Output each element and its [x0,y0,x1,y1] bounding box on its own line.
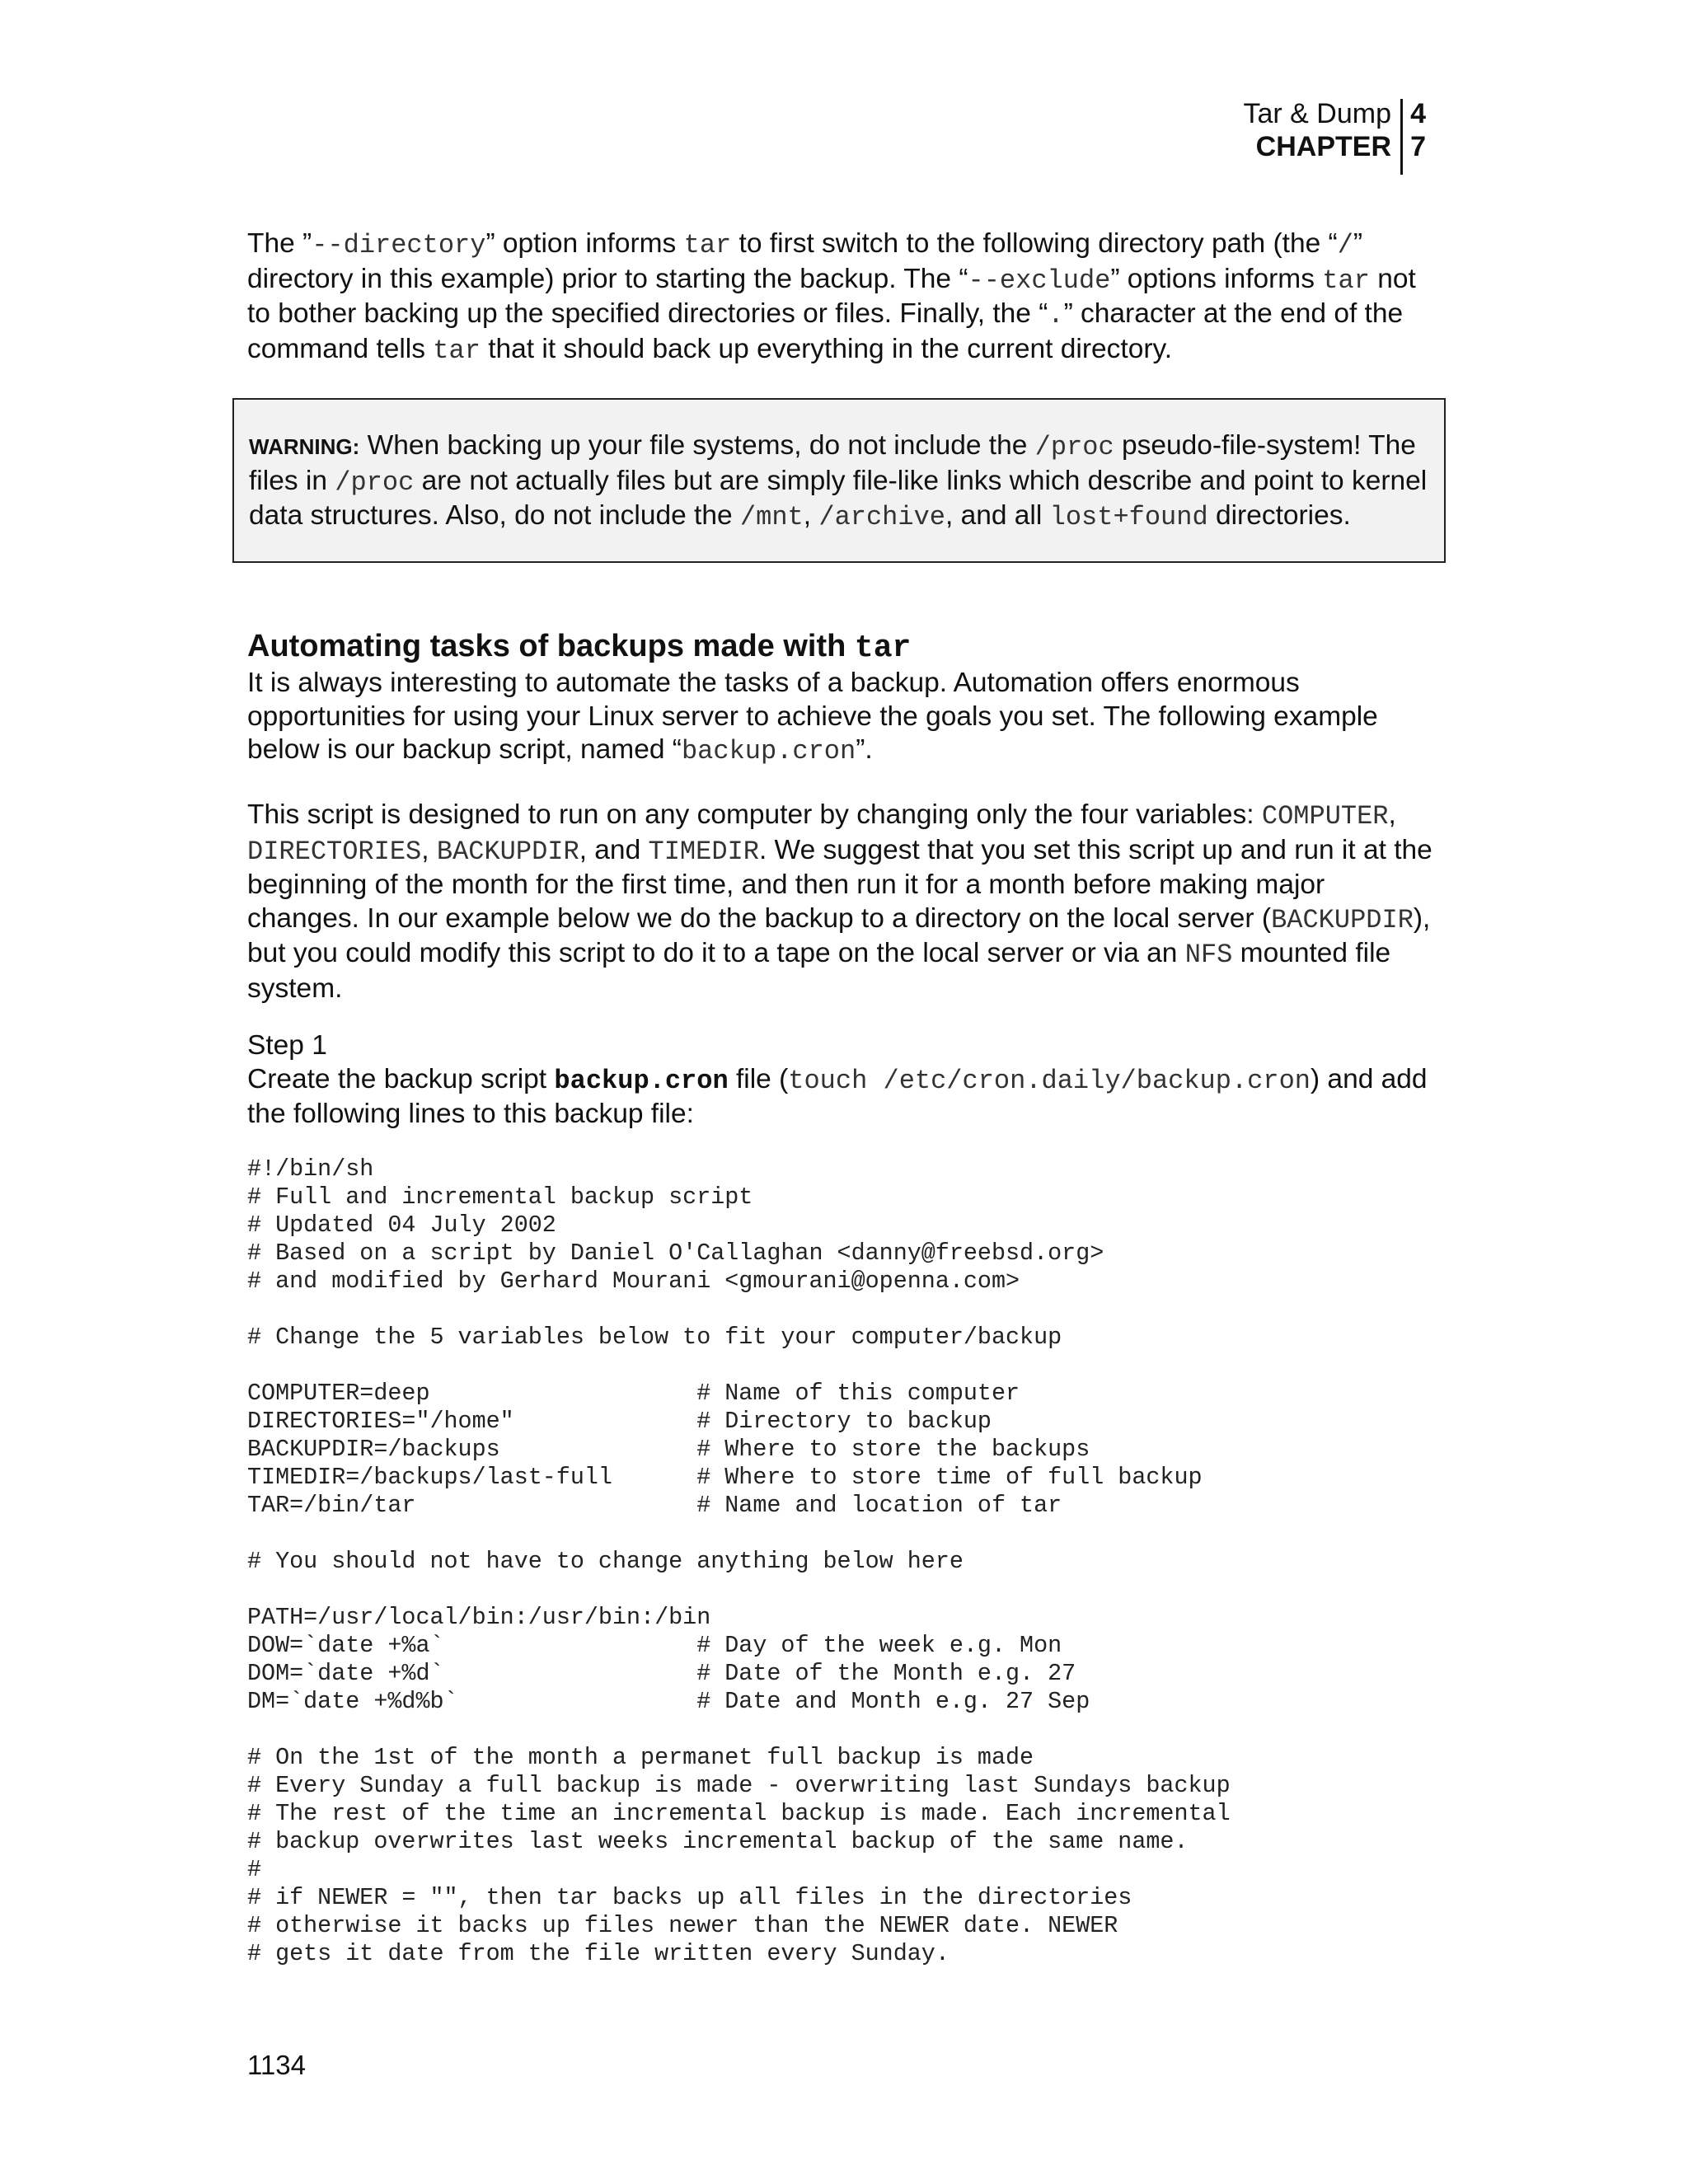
code-line: # The rest of the time an incremental backup is made. Each incremental [247,1800,1231,1827]
inline-code: tar [1322,265,1370,296]
inline-code: NFS [1184,940,1233,970]
code-line: # backup overwrites last weeks incremental backup of the same name. [247,1828,1189,1855]
intro-paragraph-block [247,227,1434,368]
section-heading: Automating tasks of backups made with tar [247,629,912,666]
header-divider [1400,99,1403,175]
code-line: # if NEWER = "", then tar backs up all files in the directories [247,1884,1132,1911]
code-line: COMPUTER=deep # Name of this computer [247,1380,1020,1407]
code-line [247,1716,1434,1744]
automation-paragraph: It is always interesting to automate the tasks of a backup. Automation offers enormous opportunities for using your Linux server to achieve the goals you set. The following example below is our backup script, named “backup.cron”. [247,668,1378,766]
code-line: # Change the 5 variables below to fit your computer/backup [247,1324,1062,1351]
code-line: # Every Sunday a full backup is made - overwriting last Sundays backup [247,1772,1231,1799]
step-instructions: Create the backup script backup.cron file (touch /etc/cron.daily/backup.cron) and add the following lines to this backup file: [247,1063,1428,1129]
heading-code: tar [854,630,912,666]
code-line [247,1296,1434,1324]
code-listing [247,1155,1434,1968]
step-label: Step 1 [247,1030,327,1061]
intro-paragraph: The ”--directory” option informs tar to first switch to the following directory path (the “/” directory in this example) prior to starting the backup. The “--exclude” options informs tar not to bother backing up the specified directories or files. Finally, the “.” character at the end of the command tells tar that it should back up everything in the current directory. [247,228,1416,366]
code-line: # [247,1856,262,1883]
automation-paragraph-block [247,667,1434,769]
inline-code-bold: backup.cron [554,1065,729,1096]
warning-text: WARNING: When backing up your file systems, do not include the /proc pseudo-file-system! The files in /proc are not actually files but are simply file-like links which describe and point to kernel data structures. Also, do not include the /mnt, /archive, and all lost+found directories. [249,430,1428,532]
code-line: # otherwise it backs up files newer than the NEWER date. NEWER [247,1912,1118,1939]
inline-code: /proc [335,466,415,498]
warning-label: WARNING: [249,434,360,459]
code-line: # Full and incremental backup script [247,1183,753,1211]
code-line [247,1520,1434,1548]
inline-code: tar [433,335,481,366]
code-line: TAR=/bin/tar # Name and location of tar [247,1492,1062,1519]
inline-code: / [1337,230,1353,260]
code-line: DOW=`date +%a` # Day of the week e.g. Mon [247,1632,1062,1659]
inline-code: BACKUPDIR [1271,904,1414,935]
inline-code: tar [683,230,732,260]
inline-code: TIMEDIR [648,836,759,867]
variables-paragraph: This script is designed to run on any computer by changing only the four variables: COMPUTER, DIRECTORIES, BACKUPDIR, and TIMEDIR. We suggest that you set this script up and run it at the beginning of the month for the first time, and then run it for a month before making major changes. In our example below we do the backup to a directory on the local server (BACKUPDIR), but you could modify this script to do it to a tape on the local server or via an NFS mounted file system. [247,799,1432,1004]
inline-code: /mnt [739,502,804,532]
inline-code: touch /etc/cron.daily/backup.cron [788,1065,1311,1096]
code-line: # You should not have to change anything below here [247,1548,964,1575]
section-heading-block [247,628,1434,667]
chapter-digit-top: 4 [1410,98,1426,129]
inline-code: /archive [818,502,945,532]
inline-code: COMPUTER [1261,801,1389,832]
code-line [247,1352,1434,1380]
running-header-titles [1244,97,1392,163]
code-line: PATH=/usr/local/bin:/usr/bin:/bin [247,1604,711,1631]
code-line [247,1576,1434,1604]
code-line: #!/bin/sh [247,1155,374,1183]
code-line: # Based on a script by Daniel O'Callaghan <danny@freebsd.org> [247,1240,1104,1267]
inline-code: backup.cron [681,736,856,766]
inline-code: --exclude [968,265,1111,296]
code-line: DOM=`date +%d` # Date of the Month e.g. 27 [247,1660,1076,1687]
code-line: TIMEDIR=/backups/last-full # Where to store time of full backup [247,1464,1203,1491]
chapter-digit-bottom: 7 [1410,131,1426,162]
code-line: # gets it date from the file written every Sunday. [247,1940,950,1967]
warning-box [232,398,1446,563]
inline-code: . [1048,300,1064,330]
chapter-number [1410,97,1426,163]
page-number: 1134 [247,2050,306,2080]
running-header [1154,97,1442,176]
chapter-title: Tar & Dump [1243,98,1391,129]
code-line: DM=`date +%d%b` # Date and Month e.g. 27 Sep [247,1688,1090,1715]
code-line: # and modified by Gerhard Mourani <gmourani@openna.com> [247,1268,1020,1295]
chapter-label: CHAPTER [1255,131,1391,162]
inline-code: --directory [312,230,486,260]
code-line: DIRECTORIES="/home" # Directory to backup [247,1408,992,1435]
inline-code: lost+found [1049,502,1208,532]
inline-code: /proc [1034,432,1114,462]
step-block [247,1029,1434,1132]
code-line: # On the 1st of the month a permanet full backup is made [247,1744,1034,1771]
code-line: BACKUPDIR=/backups # Where to store the backups [247,1436,1090,1463]
code-line: # Updated 04 July 2002 [247,1212,556,1239]
variables-paragraph-block [247,799,1434,1005]
code-listing-block [247,1155,1434,1968]
inline-code: BACKUPDIR [436,836,579,867]
inline-code: DIRECTORIES [247,836,422,867]
